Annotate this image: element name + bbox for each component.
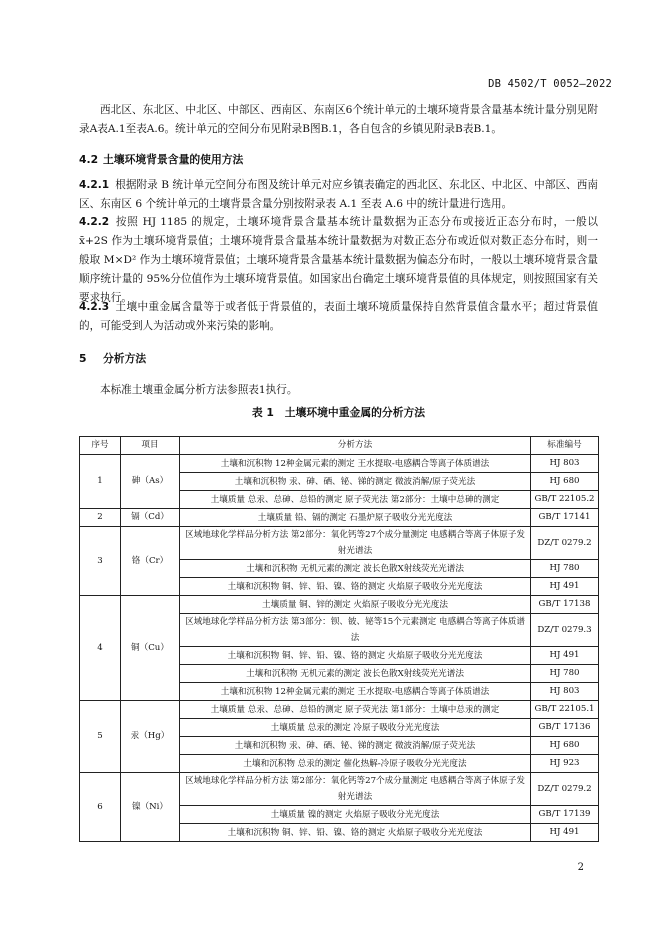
element-name: 镍（Ni） [121,773,180,842]
method-cell: 土壤和沉积物 无机元素的测定 波长色散X射线荧光光谱法 [180,560,531,578]
header-code: 标准编号 [531,437,599,455]
element-name: 铜（Cu） [121,596,180,701]
table-row [80,527,599,560]
code-cell: GB/T 17136 [531,719,599,737]
element-name: 砷（As） [121,455,180,509]
method-cell: 土壤质量 铜、锌的测定 火焰原子吸收分光光度法 [180,596,531,614]
code-cell: HJ 923 [531,755,599,773]
element-name: 镉（Cd） [121,509,180,527]
clause-text: 根据附录 B 统计单元空间分布图及统计单元对应乡镇表确定的西北区、东北区、中北区、中部区、西南区、东南区 6 个统计单元的土壤背景含量分别按附录表 A.1 至表 A.6 中的统计量进行选用。 [79,179,598,210]
code-cell: DZ/T 0279.2 [531,773,599,806]
method-cell: 土壤和沉积物 12种金属元素的测定 王水提取-电感耦合等离子体质谱法 [180,683,531,701]
table-row [80,701,599,719]
clause-4-2-2 [79,213,598,308]
method-cell: 土壤和沉积物 总汞的测定 催化热解-冷原子吸收分光光度法 [180,755,531,773]
code-cell: HJ 780 [531,665,599,683]
method-cell: 土壤和沉积物 铜、锌、铅、镍、铬的测定 火焰原子吸收分光光度法 [180,824,531,842]
code-cell: HJ 680 [531,473,599,491]
row-number: 2 [80,509,121,527]
clause-number: 4.2.3 [79,301,110,313]
code-cell: HJ 491 [531,647,599,665]
code-cell: HJ 680 [531,737,599,755]
row-number: 4 [80,596,121,701]
element-name: 汞（Hg） [121,701,180,773]
intro-paragraph: 西北区、东北区、中北区、中部区、西南区、东南区6个统计单元的土壤环境背景含量基本统计量分别见附录A表A.1至表A.6。统计单元的空间分布见附录B图B.1，各自包含的乡镇见附录B表B.1。 [79,104,598,135]
page-number: 2 [577,862,584,873]
clause-4-2-3 [79,298,598,336]
method-cell: 土壤和沉积物 铜、锌、铅、镍、铬的测定 火焰原子吸收分光光度法 [180,578,531,596]
method-cell: 土壤质量 总汞的测定 冷原子吸收分光光度法 [180,719,531,737]
clause-number: 4.2.1 [79,179,110,191]
clause-text: 按照 HJ 1185 的规定，土壤环境背景含量基本统计量数据为正态分布或接近正态分布时，一般以 x̄+2S 作为土壤环境背景值；土壤环境背景含量基本统计量数据为对数正态分布或近似对数正态分布时，则一般取 M×D² 作为土壤环境背景值；土壤环境背景含量基本统计量数据为偏态分布时，一般以土壤环境背景含量顺序统计量的 95%分位值作为土壤环境背景值。如国家出台确定土壤环境背景值的具体规定，则按照国家有关要求执行。 [79,216,598,304]
table-row [80,455,599,473]
code-cell: HJ 803 [531,683,599,701]
code-cell: GB/T 22105.1 [531,701,599,719]
row-number: 3 [80,527,121,596]
method-cell: 土壤和沉积物 汞、砷、硒、铋、锑的测定 微波消解/原子荧光法 [180,473,531,491]
method-cell: 土壤和沉积物 12种金属元素的测定 王水提取-电感耦合等离子体质谱法 [180,455,531,473]
code-cell: GB/T 17141 [531,509,599,527]
code-cell: DZ/T 0279.2 [531,527,599,560]
section-number: 5 [79,352,87,365]
method-cell: 土壤质量 总汞、总砷、总铅的测定 原子荧光法 第2部分：土壤中总砷的测定 [180,491,531,509]
code-cell: HJ 491 [531,824,599,842]
code-cell: GB/T 17138 [531,596,599,614]
table-row [80,596,599,614]
table-row [80,773,599,806]
table-header-row [80,437,599,455]
section-5-heading [79,351,598,366]
method-cell: 土壤和沉积物 汞、砷、硒、铋、锑的测定 微波消解/原子荧光法 [180,737,531,755]
analysis-methods-table [79,436,599,842]
method-cell: 土壤和沉积物 铜、锌、铅、镍、铬的测定 火焰原子吸收分光光度法 [180,647,531,665]
table-row [80,509,599,527]
method-cell: 区域地球化学样品分析方法 第2部分：氧化钙等27个成分量测定 电感耦合等离子体原子发射光谱法 [180,773,531,806]
code-cell: GB/T 22105.2 [531,491,599,509]
table-caption: 表 1 土壤环境中重金属的分析方法 [251,406,426,419]
header-method: 分析方法 [180,437,531,455]
method-cell: 区域地球化学样品分析方法 第2部分：氧化钙等27个成分量测定 电感耦合等离子体原子发射光谱法 [180,527,531,560]
method-cell: 土壤质量 镍的测定 火焰原子吸收分光光度法 [180,806,531,824]
method-cell: 土壤和沉积物 无机元素的测定 波长色散X射线荧光光谱法 [180,665,531,683]
element-name: 铬（Cr） [121,527,180,596]
method-cell: 土壤质量 铅、镉的测定 石墨炉原子吸收分光光度法 [180,509,531,527]
clause-4-2-1 [79,176,598,214]
section-title: 分析方法 [103,352,147,365]
code-cell: GB/T 17139 [531,806,599,824]
document-code: DB 4502/T 0052—2022 [488,78,612,90]
method-cell: 土壤质量 总汞、总砷、总铅的测定 原子荧光法 第1部分：土壤中总汞的测定 [180,701,531,719]
code-cell: HJ 491 [531,578,599,596]
row-number: 5 [80,701,121,773]
code-cell: DZ/T 0279.3 [531,614,599,647]
row-number: 6 [80,773,121,842]
header-item: 项目 [121,437,180,455]
header-no: 序号 [80,437,121,455]
section-title: 土壤环境背景含量的使用方法 [103,153,244,166]
section-4-2-heading [79,152,598,167]
code-cell: HJ 803 [531,455,599,473]
method-cell: 区域地球化学样品分析方法 第3部分：钡、铍、铋等15个元素测定 电感耦合等离子体质谱法 [180,614,531,647]
section-5-paragraph: 本标准土壤重金属分析方法参照表1执行。 [100,384,298,396]
clause-text: 土壤中重金属含量等于或者低于背景值的，表面土壤环境质量保持自然背景值含量水平；超过背景值的，可能受到人为活动或外来污染的影响。 [79,301,598,332]
row-number: 1 [80,455,121,509]
clause-number: 4.2.2 [79,216,110,228]
code-cell: HJ 780 [531,560,599,578]
section-number: 4.2 [79,153,99,166]
